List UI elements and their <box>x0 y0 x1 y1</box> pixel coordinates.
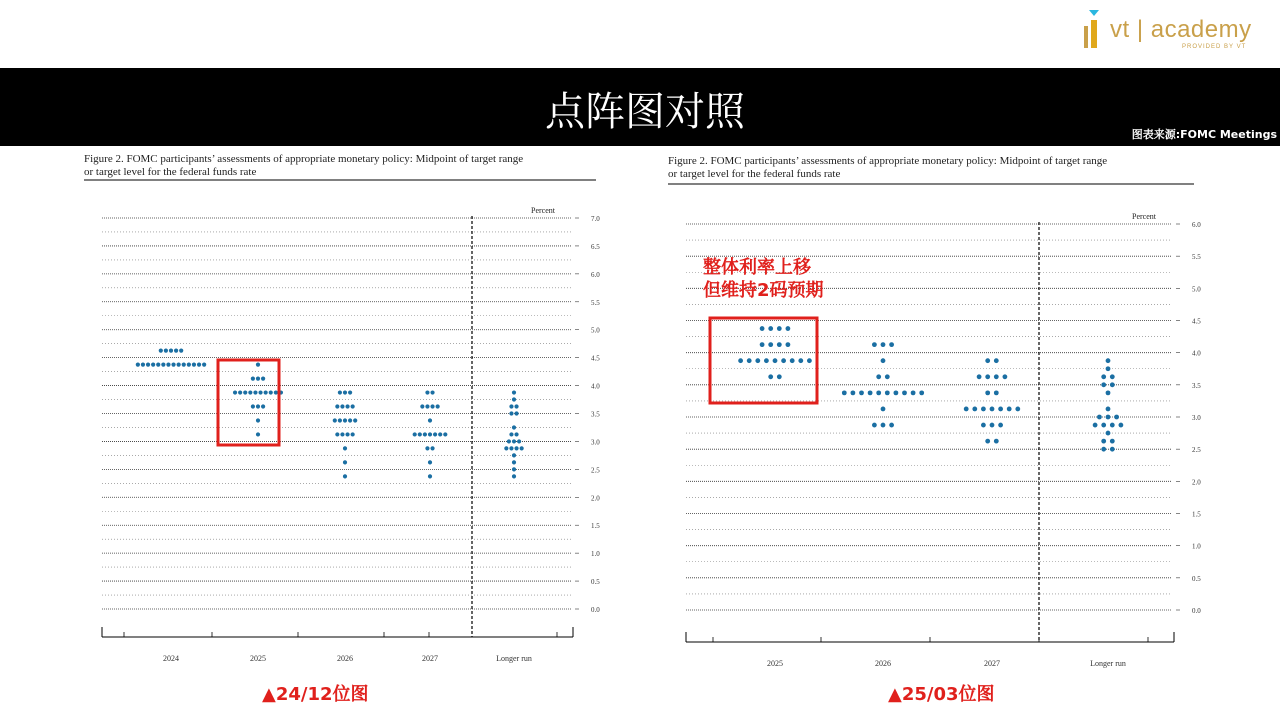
dot <box>889 423 894 428</box>
dot <box>512 460 516 464</box>
dot <box>919 390 924 395</box>
dot <box>1106 407 1111 412</box>
dot <box>251 404 255 408</box>
dot <box>786 342 791 347</box>
dot <box>256 432 260 436</box>
dot <box>755 358 760 363</box>
y-tick-label: 5.5 <box>1192 253 1201 262</box>
dot <box>768 342 773 347</box>
chart-title: Figure 2. FOMC participants’ assessments of appropriate monetary policy: Midpoint of target range <box>668 155 1108 167</box>
dot <box>881 407 886 412</box>
dot <box>340 432 344 436</box>
dot <box>343 460 347 464</box>
dot <box>1106 358 1111 363</box>
caption-left: ▲24/12位图 <box>262 684 369 705</box>
dot <box>512 453 516 457</box>
y-tick-label: 5.0 <box>1192 285 1201 294</box>
dot <box>760 326 765 331</box>
dot <box>747 358 752 363</box>
dot <box>981 423 986 428</box>
dot <box>994 390 999 395</box>
dot <box>1114 415 1119 420</box>
dot <box>1119 423 1124 428</box>
dot <box>136 363 140 367</box>
dot <box>777 342 782 347</box>
y-tick-label: 3.5 <box>591 410 600 419</box>
highlight-box <box>218 360 279 445</box>
dot <box>972 407 977 412</box>
dot <box>418 432 422 436</box>
dot <box>1106 390 1111 395</box>
x-tick-label: Longer run <box>1090 659 1126 668</box>
dot <box>343 474 347 478</box>
dot <box>438 432 442 436</box>
source-note: 图表来源:FOMC Meetings <box>1131 128 1277 141</box>
dot <box>335 432 339 436</box>
dot <box>258 390 262 394</box>
dot <box>151 363 155 367</box>
dot <box>876 390 881 395</box>
y-tick-label: 0.0 <box>1192 607 1201 615</box>
y-tick-label: 4.0 <box>1192 349 1201 358</box>
logo-bar-icon <box>1091 20 1097 48</box>
annotation-line-1: 整体利率上移 <box>703 257 811 278</box>
dot <box>251 376 255 380</box>
dot <box>889 342 894 347</box>
dot <box>261 404 265 408</box>
dot-plot-2025-03 <box>668 152 1201 672</box>
dot <box>164 349 168 353</box>
dot <box>423 432 427 436</box>
dot <box>1106 415 1111 420</box>
logo-text: vt | academy <box>1110 16 1252 43</box>
dot <box>425 390 429 394</box>
dot <box>192 363 196 367</box>
dot <box>146 363 150 367</box>
y-tick-label: 4.5 <box>1192 317 1201 326</box>
dot <box>1101 439 1106 444</box>
dot <box>985 439 990 444</box>
x-tick-label: Longer run <box>496 654 532 663</box>
dot <box>1101 374 1106 379</box>
dot <box>345 432 349 436</box>
dot <box>443 432 447 436</box>
x-tick-label: 2027 <box>984 659 1000 668</box>
dot <box>156 363 160 367</box>
dot <box>274 390 278 394</box>
y-tick-label: 5.5 <box>591 298 600 307</box>
dot <box>504 446 508 450</box>
y-tick-label: 5.0 <box>591 326 600 335</box>
dot <box>868 390 873 395</box>
dot <box>179 349 183 353</box>
annotation-line-2: 但维持2码预期 <box>703 280 824 301</box>
dot <box>238 390 242 394</box>
logo-triangle-icon <box>1089 10 1099 16</box>
dot <box>738 358 743 363</box>
dot <box>1003 374 1008 379</box>
dot <box>773 358 778 363</box>
dot <box>990 423 995 428</box>
dot <box>187 363 191 367</box>
dot <box>1101 382 1106 387</box>
y-tick-label: 1.5 <box>591 522 600 531</box>
dot <box>269 390 273 394</box>
dot <box>1093 423 1098 428</box>
dot <box>842 390 847 395</box>
x-tick-label: 2025 <box>250 654 266 663</box>
dot <box>509 432 513 436</box>
dot <box>807 358 812 363</box>
dot <box>338 418 342 422</box>
dot <box>911 390 916 395</box>
dot <box>261 376 265 380</box>
y-tick-label: 7.0 <box>591 215 600 223</box>
dot <box>351 404 355 408</box>
dot <box>428 432 432 436</box>
dot <box>514 411 518 415</box>
dot <box>1106 366 1111 371</box>
dot <box>343 418 347 422</box>
dot <box>994 374 999 379</box>
y-axis-label: Percent <box>531 206 555 215</box>
dot <box>425 446 429 450</box>
y-tick-label: 0.5 <box>1192 574 1201 583</box>
dot <box>338 390 342 394</box>
dot <box>885 374 890 379</box>
dot <box>764 358 769 363</box>
dot <box>256 418 260 422</box>
dot <box>345 404 349 408</box>
dot <box>998 423 1003 428</box>
dot <box>428 418 432 422</box>
dot <box>781 358 786 363</box>
dot <box>985 390 990 395</box>
y-tick-label: 0.0 <box>591 606 600 614</box>
dot <box>994 439 999 444</box>
chart-title: Figure 2. FOMC participants’ assessments of appropriate monetary policy: Midpoint of target range <box>84 153 524 165</box>
dot <box>243 390 247 394</box>
dot <box>876 374 881 379</box>
dot <box>1110 382 1115 387</box>
dot <box>1097 415 1102 420</box>
y-tick-label: 2.0 <box>591 494 600 503</box>
dot <box>343 446 347 450</box>
dot <box>256 404 260 408</box>
y-tick-label: 3.0 <box>1192 414 1201 422</box>
dot <box>881 423 886 428</box>
dot <box>872 423 877 428</box>
dot <box>264 390 268 394</box>
dot <box>509 446 513 450</box>
dot <box>520 446 524 450</box>
y-tick-label: 6.5 <box>591 242 600 251</box>
dot <box>977 374 982 379</box>
dot <box>512 439 516 443</box>
logo-subtitle: PROVIDED BY VT <box>1182 44 1247 50</box>
dot <box>161 363 165 367</box>
dot <box>182 363 186 367</box>
dot <box>428 474 432 478</box>
x-tick-label: 2026 <box>875 659 891 668</box>
dot <box>512 425 516 429</box>
y-tick-label: 1.5 <box>1192 510 1201 519</box>
dot <box>256 363 260 367</box>
dot <box>1110 439 1115 444</box>
dot <box>335 404 339 408</box>
dot <box>353 418 357 422</box>
dot <box>777 374 782 379</box>
dot <box>981 407 986 412</box>
dot <box>1101 423 1106 428</box>
dot <box>202 363 206 367</box>
dot <box>507 439 511 443</box>
y-tick-label: 3.5 <box>1192 381 1201 390</box>
dot <box>514 446 518 450</box>
y-tick-label: 1.0 <box>591 550 600 559</box>
x-tick-label: 2026 <box>337 654 353 663</box>
dot <box>141 363 145 367</box>
dot <box>253 390 257 394</box>
dot <box>430 404 434 408</box>
dot <box>777 326 782 331</box>
dot <box>881 358 886 363</box>
logo-bar-icon <box>1084 26 1088 48</box>
dot <box>348 390 352 394</box>
dot <box>343 390 347 394</box>
dot <box>760 342 765 347</box>
dot <box>512 390 516 394</box>
x-tick-label: 2024 <box>163 654 179 663</box>
dot-plot-2024-12 <box>84 150 604 670</box>
dot <box>428 460 432 464</box>
dot <box>985 374 990 379</box>
dot <box>512 467 516 471</box>
dot <box>174 349 178 353</box>
dot <box>512 474 516 478</box>
dot <box>859 390 864 395</box>
dot <box>413 432 417 436</box>
y-tick-label: 0.5 <box>591 578 600 587</box>
x-tick-label: 2027 <box>422 654 438 663</box>
dot <box>1101 447 1106 452</box>
y-tick-label: 6.0 <box>1192 221 1201 229</box>
y-tick-label: 2.0 <box>1192 478 1201 487</box>
y-tick-label: 4.5 <box>591 354 600 363</box>
dot <box>885 390 890 395</box>
dot <box>430 390 434 394</box>
dot <box>430 446 434 450</box>
chart-title: or target level for the federal funds rate <box>84 166 257 178</box>
dot <box>514 404 518 408</box>
annotation-right <box>703 256 824 302</box>
dot <box>233 390 237 394</box>
dot <box>425 404 429 408</box>
dot <box>902 390 907 395</box>
dot <box>1110 374 1115 379</box>
dot <box>786 326 791 331</box>
caption-right: ▲25/03位图 <box>888 684 995 705</box>
dot <box>514 432 518 436</box>
page-title: 点阵图对照 <box>545 89 745 135</box>
dot <box>256 376 260 380</box>
y-tick-label: 2.5 <box>591 466 600 475</box>
dot <box>851 390 856 395</box>
dot <box>197 363 201 367</box>
dot <box>333 418 337 422</box>
dot <box>1110 423 1115 428</box>
dot <box>436 404 440 408</box>
dot <box>177 363 181 367</box>
y-axis-label: Percent <box>1132 212 1156 221</box>
dot <box>990 407 995 412</box>
y-tick-label: 4.0 <box>591 382 600 391</box>
dot <box>1106 431 1111 436</box>
dot <box>509 404 513 408</box>
dot <box>964 407 969 412</box>
dot <box>517 439 521 443</box>
dot <box>340 404 344 408</box>
dot <box>159 349 163 353</box>
dot <box>1007 407 1012 412</box>
dot <box>166 363 170 367</box>
y-tick-label: 2.5 <box>1192 446 1201 455</box>
dot <box>433 432 437 436</box>
dot <box>790 358 795 363</box>
y-tick-label: 3.0 <box>591 438 600 447</box>
dot <box>894 390 899 395</box>
dot <box>872 342 877 347</box>
x-tick-label: 2025 <box>767 659 783 668</box>
dot <box>169 349 173 353</box>
y-tick-label: 1.0 <box>1192 542 1201 551</box>
dot <box>509 411 513 415</box>
y-tick-label: 6.0 <box>591 270 600 279</box>
dot <box>994 358 999 363</box>
dot <box>171 363 175 367</box>
dot <box>1015 407 1020 412</box>
dot <box>985 358 990 363</box>
dot <box>998 407 1003 412</box>
dot <box>420 404 424 408</box>
dot <box>248 390 252 394</box>
dot <box>1110 447 1115 452</box>
chart-title: or target level for the federal funds rate <box>668 168 841 180</box>
dot <box>881 342 886 347</box>
dot <box>798 358 803 363</box>
dot <box>768 326 773 331</box>
dot <box>351 432 355 436</box>
dot <box>348 418 352 422</box>
dot <box>512 397 516 401</box>
dot <box>768 374 773 379</box>
